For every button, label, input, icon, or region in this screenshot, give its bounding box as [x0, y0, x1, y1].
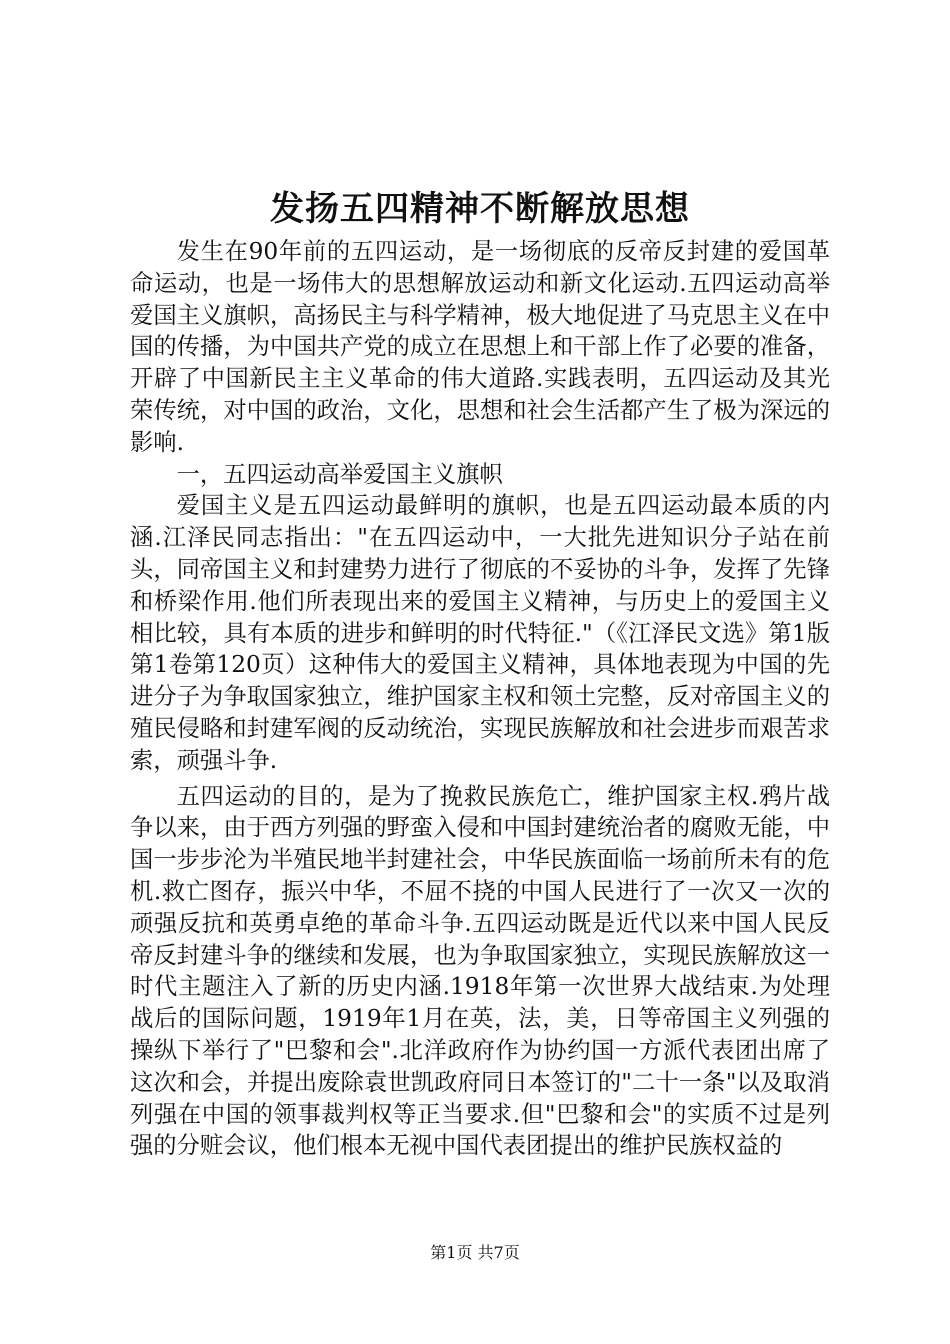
paragraph-patriotism: 爱国主义是五四运动最鲜明的旗帜，也是五四运动最本质的内涵.江泽民同志指出："在五四运动中，一大批先进知识分子站在前头，同帝国主义和封建势力进行了彻底的不妥协的斗争，发挥了先锋和桥梁作用.他们所表现出来的爱国主义精神，与历史上的爱国主义相比较，具有本质的进步和鲜明的时代特征."（《江泽民文选》第1版第1卷第120页）这种伟大的爱国主义精神，具体地表现为中国的先进分子为争取国家独立，维护国家主权和领土完整，反对帝国主义的殖民侵略和封建军阀的反动统治，实现民族解放和社会进步而艰苦求索，顽强斗争.: [130, 492, 830, 774]
paragraph-intro: 发生在90年前的五四运动，是一场彻底的反帝反封建的爱国革命运动，也是一场伟大的思想解放运动和新文化运动.五四运动高举爱国主义旗帜，高扬民主与科学精神，极大地促进了马克思主义在中国的传播，为中国共产党的成立在思想上和干部上作了必要的准备，开辟了中国新民主主义革命的伟大道路.实践表明，五四运动及其光荣传统，对中国的政治，文化，思想和社会生活都产生了极为深远的影响.: [130, 238, 830, 456]
paragraph-purpose: 五四运动的目的，是为了挽救民族危亡，维护国家主权.鸦片战争以来，由于西方列强的野蛮入侵和中国封建统治者的腐败无能，中国一步步沦为半殖民地半封建社会，中华民族面临一场前所未有的危机.救亡图存，振兴中华，不屈不挠的中国人民进行了一次又一次的顽强反抗和英勇卓绝的革命斗争.五四运动既是近代以来中国人民反帝反封建斗争的继续和发展，也为争取国家独立，实现民族解放这一时代主题注入了新的历史内涵.1918年第一次世界大战结束.为处理战后的国际问题，1919年1月在英，法，美，日等帝国主义列强的操纵下举行了"巴黎和会".北洋政府作为协约国一方派代表团出席了这次和会，并提出废除袁世凯政府同日本签订的"二十一条"以及取消列强在中国的领事裁判权等正当要求.但"巴黎和会"的实质不过是列强的分赃会议，他们根本无视中国代表团提出的维护民族权益的: [130, 782, 830, 1160]
section-heading-1: 一，五四运动高举爱国主义旗帜: [176, 460, 503, 488]
document-title: 发扬五四精神不断解放思想: [270, 189, 690, 229]
document-page: [130, 184, 830, 1162]
page-number-footer: 第1页 共7页: [430, 1243, 520, 1262]
